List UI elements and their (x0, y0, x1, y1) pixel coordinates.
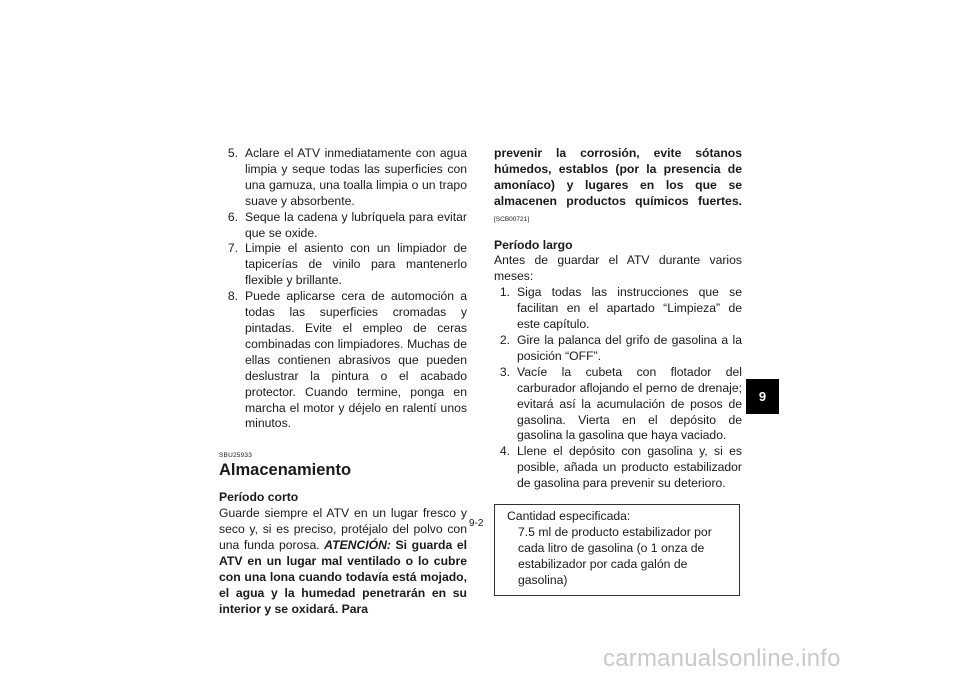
right-column (494, 146, 742, 596)
list-item-text: Llene el depósito con gasolina y, si es posible, añada un producto estabilizador de gasolina para prevenir su deterioro. (517, 444, 742, 491)
page-number: 9-2 (469, 518, 484, 529)
cleaning-steps-list (219, 146, 467, 432)
specification-box (494, 504, 740, 596)
spec-value: 7.5 ml de producto estabilizador por cada litro de gasolina (o 1 onza de estabilizador por cada galón de gasolina) (518, 524, 712, 587)
list-item (494, 444, 742, 492)
section-title: Almacenamiento (219, 461, 352, 480)
list-item (494, 365, 742, 445)
section-code: SBU25933 (219, 452, 253, 460)
list-item (219, 210, 467, 242)
attention-continued-paragraph (494, 146, 742, 228)
list-item-text: Vacíe la cubeta con flotador del carburador aflojando el perno de drenaje; evitará así la acumulación de posos de gasolina. Vierta en el depósito de gasolina la gasolina que haya vaciado. (517, 364, 742, 443)
list-item (219, 241, 467, 289)
list-item-number: 4. (499, 444, 510, 459)
chapter-tab: 9 (746, 379, 779, 414)
storage-steps-list (494, 285, 742, 492)
long-term-heading: Período largo (494, 237, 573, 252)
list-item-text: Siga todas las instrucciones que se facilitan en el apartado “Limpieza” de este capítulo. (517, 285, 742, 332)
list-item-number: 7. (227, 241, 238, 256)
long-term-intro: Antes de guardar el ATV durante varios meses: (494, 253, 742, 284)
list-item-text: Gire la palanca del grifo de gasolina a la posición “OFF”. (517, 332, 742, 363)
watermark: carmanualsonline.info (603, 645, 841, 672)
left-column (219, 146, 467, 618)
list-item-number: 2. (499, 332, 510, 347)
list-item-text: Limpie el asiento con un limpiador de tapicerías de vinilo para mantenerlo flexible y brillante. (245, 241, 467, 288)
list-item (494, 333, 742, 365)
attention-label: ATENCIÓN: (324, 538, 391, 553)
reference-code: [SCB00721] (494, 215, 530, 223)
list-item-text: Aclare el ATV inmediatamente con agua limpia y seque todas las superficies con una gamuza, una toalla limpia o un trapo suave y absorbente. (245, 146, 467, 208)
spec-label: Cantidad especificada: (507, 509, 631, 524)
list-item-number: 6. (227, 209, 238, 224)
list-item (219, 289, 467, 432)
list-item (494, 285, 742, 333)
attention-text: Si guarda el ATV en un lugar mal ventilado o lo cubre con una lona cuando todavía está mojado, el agua y la humedad penetrarán en su interior y se oxidará. Para (219, 538, 467, 616)
list-item-number: 1. (499, 285, 510, 300)
attention-continued-text: prevenir la corrosión, evite sótanos húmedos, establos (por la presencia de amoníaco) y lugares en los que se almacenen productos químicos fuertes. (494, 146, 742, 208)
short-term-text: Guarde siempre el ATV en un lugar fresco y seco y, si es preciso, protéjalo del polvo con una funda porosa. (219, 506, 467, 553)
short-term-paragraph (219, 506, 467, 617)
short-term-heading: Período corto (219, 490, 299, 505)
list-item (219, 146, 467, 210)
list-item-number: 5. (227, 146, 238, 160)
list-item-number: 8. (227, 289, 238, 304)
list-item-text: Puede aplicarse cera de automoción a todas las superficies cromadas y pintadas. Evite el empleo de ceras combinadas con limpiadores. Muchas de ellas contienen abrasivos que pueden deslustrar la pintura o el acabado protector. Cuando termine, ponga en marcha el motor y déjelo en ralentí unos minutos. (245, 289, 467, 431)
list-item-text: Seque la cadena y lubríquela para evitar que se oxide. (245, 209, 467, 240)
list-item-number: 3. (499, 364, 510, 379)
